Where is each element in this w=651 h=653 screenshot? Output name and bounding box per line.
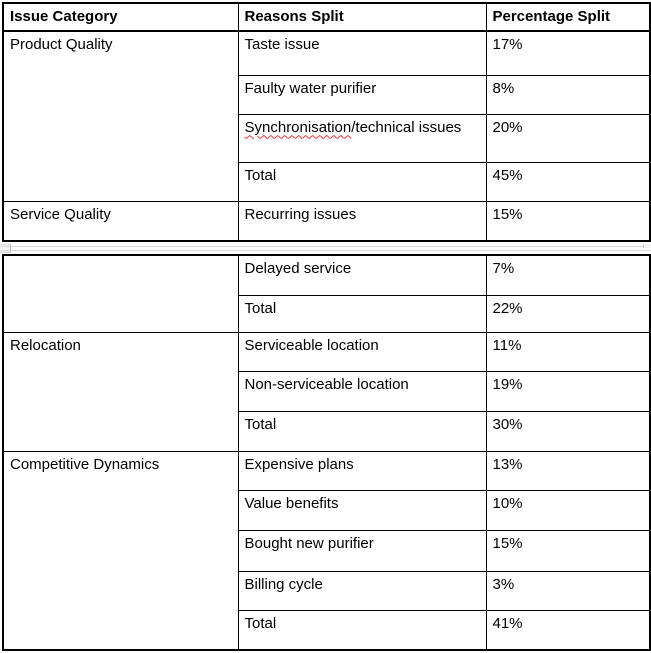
percentage-cell[interactable]: 10% (486, 490, 650, 530)
reason-text: /technical issues (351, 118, 462, 136)
page-break-band (0, 242, 651, 254)
total-percentage-cell[interactable]: 41% (486, 610, 650, 650)
issue-table-page2 (2, 254, 651, 651)
page-break-line (0, 246, 651, 247)
reason-cell[interactable] (238, 114, 486, 162)
percentage-cell[interactable]: 13% (486, 451, 650, 490)
percentage-cell[interactable]: 8% (486, 75, 650, 114)
reason-cell[interactable]: Taste issue (238, 31, 486, 75)
percentage-cell[interactable]: 15% (486, 530, 650, 571)
issue-table-page1 (2, 2, 651, 242)
category-cell-relocation[interactable]: Relocation (3, 332, 238, 451)
percentage-cell[interactable]: 20% (486, 114, 650, 162)
reason-cell[interactable]: Non-serviceable location (238, 371, 486, 411)
category-cell-competitive-dynamics[interactable]: Competitive Dynamics (3, 451, 238, 650)
table-row (3, 332, 650, 371)
total-label-cell[interactable]: Total (238, 162, 486, 201)
total-percentage-cell[interactable]: 30% (486, 411, 650, 451)
percentage-cell[interactable]: 15% (486, 201, 650, 241)
table-header-row (3, 3, 650, 31)
table-row (3, 451, 650, 490)
page-break-right-tab (643, 244, 651, 248)
reason-cell[interactable]: Recurring issues (238, 201, 486, 241)
total-label-cell[interactable]: Total (238, 295, 486, 332)
table-row (3, 31, 650, 75)
percentage-cell[interactable]: 11% (486, 332, 650, 371)
percentage-cell[interactable]: 17% (486, 31, 650, 75)
reason-cell[interactable]: Expensive plans (238, 451, 486, 490)
percentage-cell[interactable]: 19% (486, 371, 650, 411)
reason-cell[interactable]: Value benefits (238, 490, 486, 530)
percentage-cell[interactable]: 3% (486, 571, 650, 610)
header-percentage-split[interactable]: Percentage Split (486, 3, 650, 31)
category-cell-product-quality[interactable]: Product Quality (3, 31, 238, 201)
header-issue-category[interactable]: Issue Category (3, 3, 238, 31)
reason-cell[interactable]: Billing cycle (238, 571, 486, 610)
category-cell-service-quality[interactable]: Service Quality (3, 201, 238, 241)
reason-cell[interactable]: Delayed service (238, 255, 486, 295)
table-row (3, 255, 650, 295)
reason-cell[interactable]: Faulty water purifier (238, 75, 486, 114)
total-percentage-cell[interactable]: 45% (486, 162, 650, 201)
total-percentage-cell[interactable]: 22% (486, 295, 650, 332)
percentage-cell[interactable]: 7% (486, 255, 650, 295)
page-break-line (0, 250, 651, 251)
total-label-cell[interactable]: Total (238, 610, 486, 650)
spellchecked-word: Synchronisation (244, 118, 352, 136)
total-label-cell[interactable]: Total (238, 411, 486, 451)
header-reasons-split[interactable]: Reasons Split (238, 3, 486, 31)
reason-cell[interactable]: Serviceable location (238, 332, 486, 371)
table-row (3, 201, 650, 241)
category-cell-empty[interactable] (3, 255, 238, 332)
reason-cell[interactable]: Bought new purifier (238, 530, 486, 571)
